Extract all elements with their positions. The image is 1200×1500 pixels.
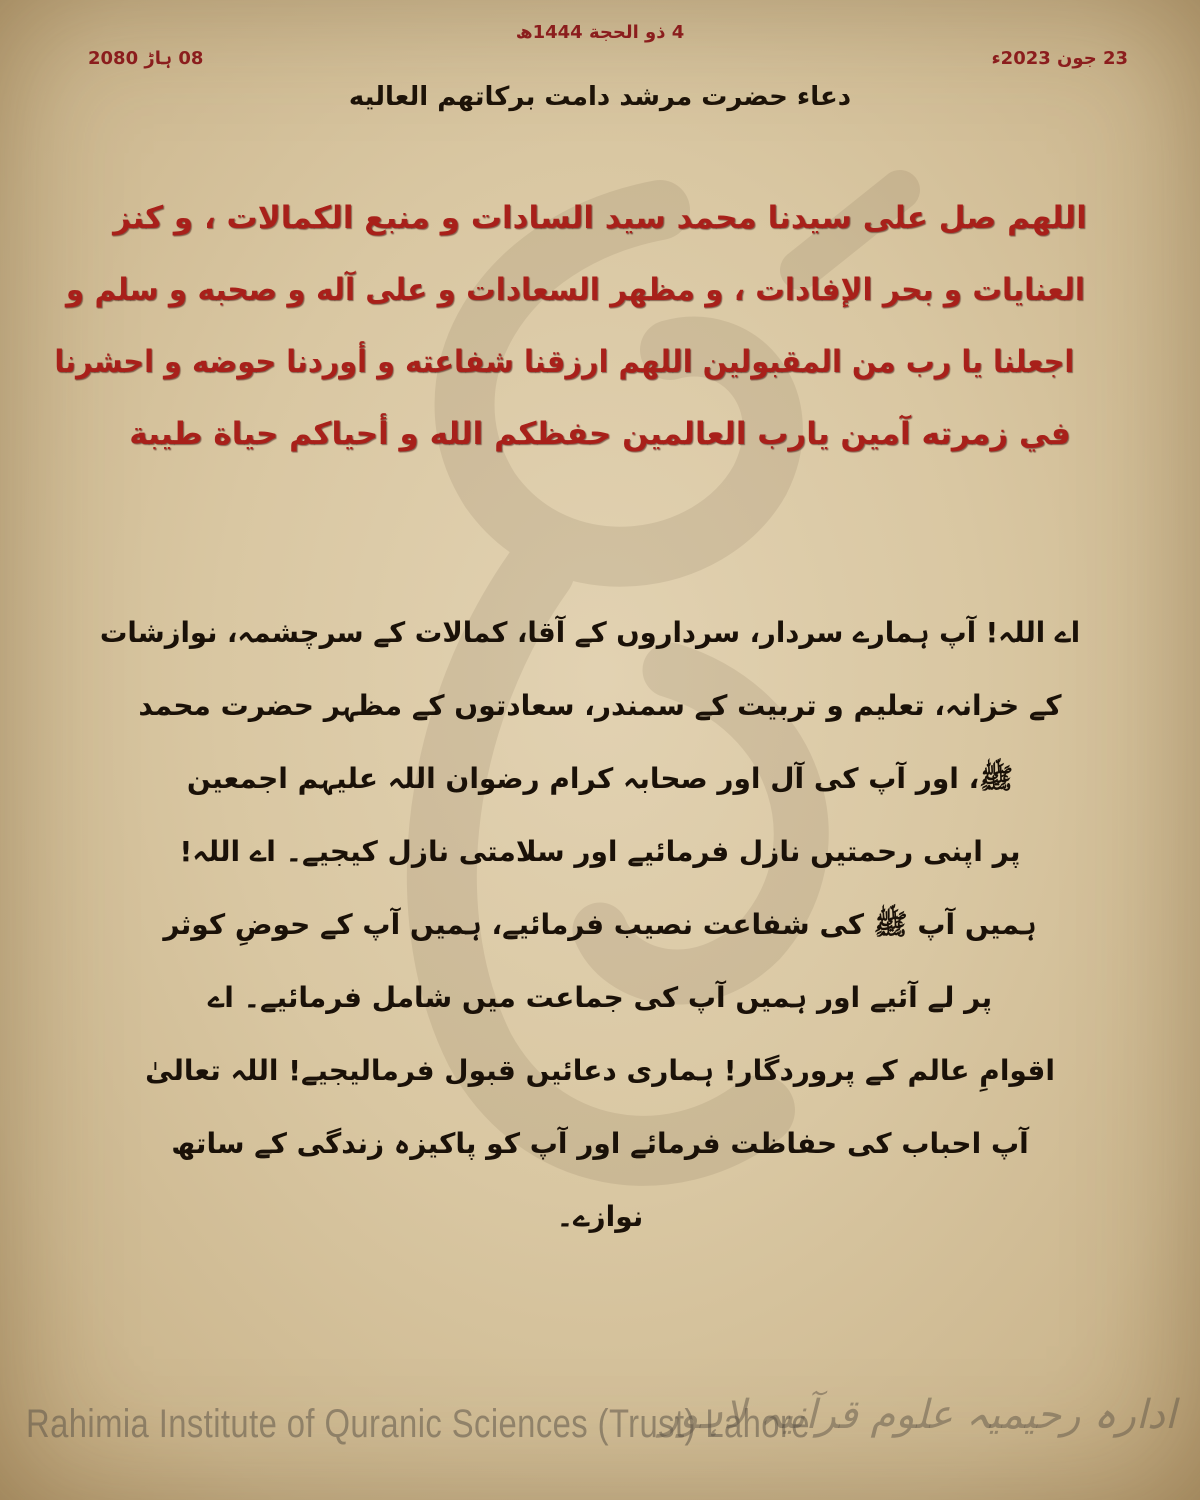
arabic-line: في زمرته آمين يارب العالمين حفظكم الله و أحياكم حياة طيبة (129, 416, 1071, 452)
urdu-line: اے اللہ! آپ ہمارے سردار، سرداروں کے آقا، کمالات کے سرچشمہ، نوازشات (99, 616, 1081, 649)
urdu-line: آپ احباب کی حفاظت فرمائے اور آپ کو پاکیزہ زندگی کے ساتھ (171, 1127, 1029, 1160)
urdu-line: نوازے۔ (556, 1200, 644, 1233)
urdu-line: ﷺ، اور آپ کی آل اور صحابہ کرام رضوان اللہ علیہم اجمعین (186, 762, 1014, 795)
date-bikrami: 08 ہاڑ 2080 (88, 48, 204, 69)
arabic-dua-block (54, 182, 1110, 470)
urdu-line: کے خزانہ، تعلیم و تربیت کے سمندر، سعادتوں کے مظہر حضرت محمد (138, 689, 1062, 722)
arabic-line: اللهم صل على سيدنا محمد سيد السادات و منبع الكمالات ، و كنز (113, 200, 1087, 236)
arabic-line: اجعلنا يا رب من المقبولين اللهم ارزقنا شفاعته و أوردنا حوضه و احشرنا (54, 344, 1075, 380)
footer-institute-name-urdu: ادارہ رحیمیہ علوم قرآنیہ لاہور (659, 1392, 1176, 1438)
urdu-line: پر لے آئیے اور ہمیں آپ کی جماعت میں شامل فرمائیے۔ اے (207, 981, 993, 1014)
arabic-line: العنايات و بحر الإفادات ، و مظهر السعادات و على آله و صحبه و سلم و (65, 272, 1086, 308)
urdu-line: اقوامِ عالم کے پروردگار! ہماری دعائیں قبول فرمالیجیے! اللہ تعالیٰ (145, 1054, 1055, 1087)
urdu-translation-block (99, 596, 1090, 1253)
urdu-line: پر اپنی رحمتیں نازل فرمائیے اور سلامتی نازل کیجیے۔ اے اللہ! (179, 835, 1021, 868)
footer-institute-name-english: Rahimia Institute of Quranic Sciences (Trust) Lahore (26, 1402, 810, 1446)
date-hijri: 4 ذو الحجة 1444ھ (515, 22, 685, 43)
page-title: دعاء حضرت مرشد دامت برکاتهم العاليه (348, 82, 852, 112)
date-gregorian: 23 جون 2023ء (991, 48, 1128, 69)
urdu-line: ہمیں آپ ﷺ کی شفاعت نصیب فرمائیے، ہمیں آپ کے حوضِ کوثر (163, 908, 1037, 941)
